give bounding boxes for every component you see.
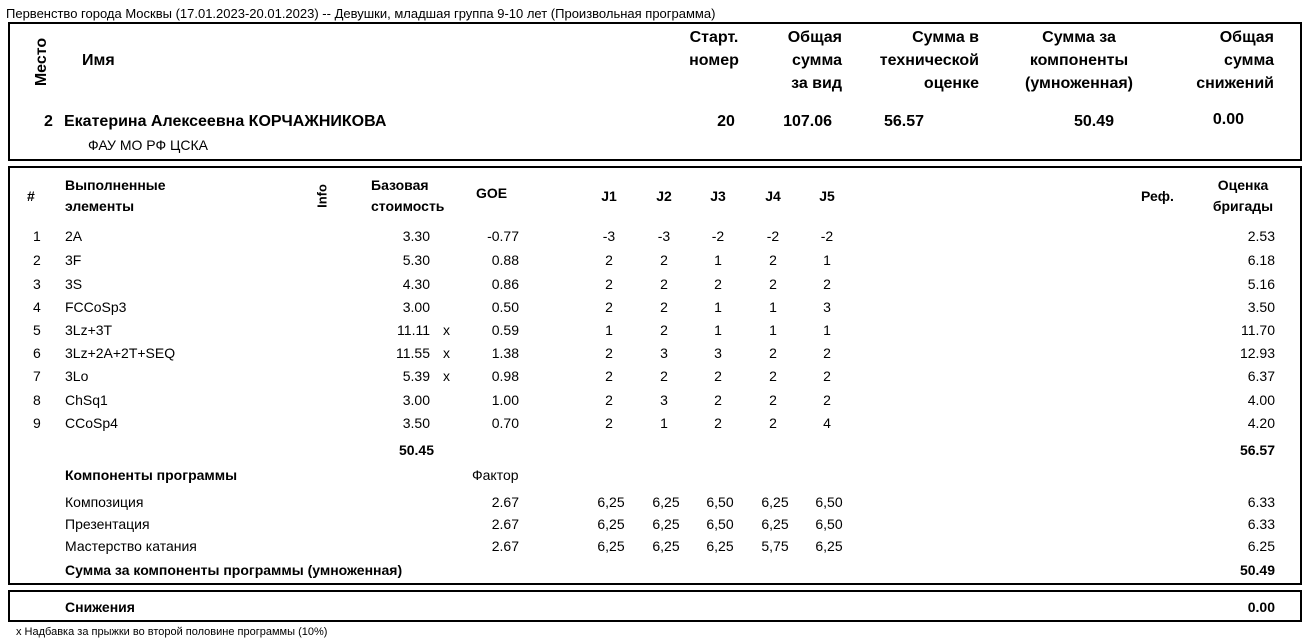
element-panel-score: 6.18 <box>1247 252 1275 268</box>
elements-header: Выполненные элементы <box>65 177 166 214</box>
base-value-total: 50.45 <box>398 442 434 458</box>
element-num: 9 <box>33 415 41 431</box>
component-name: Мастерство катания <box>65 538 197 554</box>
element-j4: 1 <box>769 299 777 315</box>
component-row <box>0 516 1314 538</box>
element-num: 2 <box>33 252 41 268</box>
element-row <box>0 415 1314 437</box>
element-j2: 1 <box>660 415 668 431</box>
element-j3: 1 <box>714 322 722 338</box>
element-name: 3S <box>65 276 83 292</box>
j2-header: J2 <box>656 188 672 204</box>
element-j2: 3 <box>660 392 668 408</box>
element-panel-score: 4.00 <box>1247 392 1275 408</box>
footnote: x Надбавка за прыжки во второй половине программы (10%) <box>16 626 328 638</box>
element-j5: 2 <box>823 392 831 408</box>
element-base-value: 3.50 <box>402 415 430 431</box>
element-name: 3Lz+2A+2T+SEQ <box>65 345 176 361</box>
element-j4: 2 <box>769 345 777 361</box>
pcs-header: Сумма за компоненты (умноженная) <box>1025 29 1133 92</box>
element-goe: 0.59 <box>491 322 519 338</box>
tes-header: Сумма в технической оценке <box>879 29 979 92</box>
element-bonus-mark: x <box>443 368 450 384</box>
skater-tes: 56.57 <box>883 113 924 130</box>
element-j1: 2 <box>605 299 613 315</box>
component-j5: 6,25 <box>815 538 843 554</box>
name-header: Имя <box>82 52 115 69</box>
element-j3: 3 <box>714 345 722 361</box>
component-j3: 6,25 <box>706 538 734 554</box>
element-j4: 1 <box>769 322 777 338</box>
element-goe: 1.00 <box>491 392 519 408</box>
element-num: 1 <box>33 228 41 244</box>
component-j2: 6,25 <box>652 538 680 554</box>
element-panel-score: 5.16 <box>1247 276 1275 292</box>
num-header: # <box>27 188 35 204</box>
element-j1: 1 <box>605 322 613 338</box>
element-panel-score: 4.20 <box>1247 415 1275 431</box>
component-row <box>0 538 1314 560</box>
element-goe: 0.98 <box>491 368 519 384</box>
element-base-value: 3.00 <box>402 392 430 408</box>
element-j5: 4 <box>823 415 831 431</box>
component-j5: 6,50 <box>815 494 843 510</box>
element-base-value: 11.11 <box>397 322 430 338</box>
components-header: Компоненты программы <box>65 467 238 483</box>
component-j3: 6,50 <box>706 494 734 510</box>
element-panel-score: 2.53 <box>1247 228 1275 244</box>
start-number-header: Старт. номер <box>689 29 739 69</box>
component-score: 6.25 <box>1247 538 1275 554</box>
element-j4: 2 <box>769 368 777 384</box>
element-j1: 2 <box>605 345 613 361</box>
goe-header: GOE <box>476 185 508 201</box>
element-row <box>0 368 1314 390</box>
element-j5: 2 <box>823 345 831 361</box>
page-title: Первенство города Москвы (17.01.2023-20.01.2023) -- Девушки, младшая группа 9-10 лет (Произвольная программа) <box>6 6 716 21</box>
element-j4: 2 <box>769 252 777 268</box>
element-base-value: 3.30 <box>402 228 430 244</box>
element-j5: 2 <box>823 368 831 384</box>
component-factor: 2.67 <box>491 494 519 510</box>
j3-header: J3 <box>710 188 726 204</box>
element-j1: 2 <box>605 276 613 292</box>
component-j4: 6,25 <box>761 494 789 510</box>
element-num: 6 <box>33 345 41 361</box>
element-j3: 2 <box>714 276 722 292</box>
element-row <box>0 322 1314 344</box>
element-j2: 3 <box>660 345 668 361</box>
element-bonus-mark: x <box>443 345 450 361</box>
element-name: CCoSp4 <box>65 415 118 431</box>
base-value-header: Базовая стоимость <box>371 177 445 214</box>
element-j1: 2 <box>605 368 613 384</box>
element-bonus-mark: x <box>443 322 450 338</box>
element-j5: 1 <box>823 322 831 338</box>
element-j2: 2 <box>660 299 668 315</box>
info-header: Info <box>314 184 330 208</box>
component-j3: 6,50 <box>706 516 734 532</box>
element-num: 7 <box>33 368 41 384</box>
element-name: 3Lz+3T <box>65 322 113 338</box>
element-base-value: 11.55 <box>396 345 430 361</box>
place-header: Место <box>33 37 50 87</box>
component-j1: 6,25 <box>597 538 625 554</box>
element-base-value: 4.30 <box>402 276 430 292</box>
element-j3: 2 <box>714 392 722 408</box>
element-j3: 1 <box>714 252 722 268</box>
skater-start-number: 20 <box>717 113 735 130</box>
element-goe: 1.38 <box>491 345 519 361</box>
element-j4: 2 <box>769 276 777 292</box>
skater-deductions: 0.00 <box>1212 111 1244 128</box>
element-j1: -3 <box>602 228 616 244</box>
element-j3: 1 <box>714 299 722 315</box>
element-panel-score: 3.50 <box>1247 299 1275 315</box>
component-row <box>0 494 1314 516</box>
element-row <box>0 252 1314 274</box>
element-j3: 2 <box>714 415 722 431</box>
element-panel-score: 12.93 <box>1239 345 1275 361</box>
element-j5: 3 <box>823 299 831 315</box>
component-name: Презентация <box>65 516 150 532</box>
components-total-label: Сумма за компоненты программы (умноженная) <box>65 562 403 578</box>
element-goe: 0.86 <box>491 276 519 292</box>
component-j4: 5,75 <box>761 538 789 554</box>
component-name: Композиция <box>65 494 144 510</box>
element-panel-score: 11.70 <box>1241 322 1275 338</box>
element-goe: 0.50 <box>491 299 519 315</box>
element-j5: 2 <box>823 276 831 292</box>
element-base-value: 3.00 <box>402 299 430 315</box>
skater-pcs: 50.49 <box>1073 113 1114 130</box>
component-factor: 2.67 <box>491 538 519 554</box>
component-j1: 6,25 <box>597 516 625 532</box>
component-factor: 2.67 <box>491 516 519 532</box>
element-j3: 2 <box>714 368 722 384</box>
deductions-label: Снижения <box>65 599 135 615</box>
component-j1: 6,25 <box>597 494 625 510</box>
deductions-box <box>8 590 1302 622</box>
element-name: 3F <box>65 252 82 268</box>
element-name: ChSq1 <box>65 392 108 408</box>
element-num: 4 <box>33 299 41 315</box>
j4-header: J4 <box>765 188 781 204</box>
element-row <box>0 392 1314 414</box>
element-goe: -0.77 <box>487 228 519 244</box>
element-panel-score: 6.37 <box>1247 368 1275 384</box>
element-row <box>0 276 1314 298</box>
element-num: 3 <box>33 276 41 292</box>
element-j1: 2 <box>605 392 613 408</box>
component-j4: 6,25 <box>761 516 789 532</box>
element-j1: 2 <box>605 252 613 268</box>
components-total-value: 50.49 <box>1239 562 1275 578</box>
element-row <box>0 345 1314 367</box>
element-num: 5 <box>33 322 41 338</box>
element-j4: 2 <box>769 415 777 431</box>
element-j5: 1 <box>823 252 831 268</box>
component-score: 6.33 <box>1247 516 1275 532</box>
element-row <box>0 228 1314 250</box>
element-name: FCCoSp3 <box>65 299 127 315</box>
element-name: 3Lo <box>65 368 89 384</box>
skater-club: ФАУ МО РФ ЦСКА <box>88 137 208 153</box>
component-j2: 6,25 <box>652 516 680 532</box>
deductions-header: Общая сумма снижений <box>1196 29 1274 92</box>
element-base-value: 5.30 <box>402 252 430 268</box>
element-row <box>0 299 1314 321</box>
element-j2: -3 <box>657 228 671 244</box>
panel-score-header: Оценка бригады <box>1212 177 1274 214</box>
element-num: 8 <box>33 392 41 408</box>
j1-header: J1 <box>601 188 617 204</box>
element-j2: 2 <box>660 276 668 292</box>
component-j5: 6,50 <box>815 516 843 532</box>
element-j4: 2 <box>769 392 777 408</box>
skater-place: 2 <box>44 113 53 130</box>
skater-name: Екатерина Алексеевна КОРЧАЖНИКОВА <box>64 113 387 130</box>
deductions-value: 0.00 <box>1247 599 1275 615</box>
factor-header: Фактор <box>472 467 519 483</box>
element-name: 2A <box>65 228 83 244</box>
element-j1: 2 <box>605 415 613 431</box>
element-goe: 0.70 <box>491 415 519 431</box>
element-j5: -2 <box>820 228 834 244</box>
ref-header: Реф. <box>1141 188 1174 204</box>
tes-total: 56.57 <box>1239 442 1275 458</box>
element-j4: -2 <box>766 228 780 244</box>
skater-total-segment: 107.06 <box>783 113 832 130</box>
component-j2: 6,25 <box>652 494 680 510</box>
j5-header: J5 <box>819 188 835 204</box>
element-j2: 2 <box>660 252 668 268</box>
element-base-value: 5.39 <box>402 368 430 384</box>
element-goe: 0.88 <box>491 252 519 268</box>
total-segment-header: Общая сумма за вид <box>787 29 842 92</box>
element-j3: -2 <box>711 228 725 244</box>
element-j2: 2 <box>660 368 668 384</box>
element-j2: 2 <box>660 322 668 338</box>
component-score: 6.33 <box>1247 494 1275 510</box>
